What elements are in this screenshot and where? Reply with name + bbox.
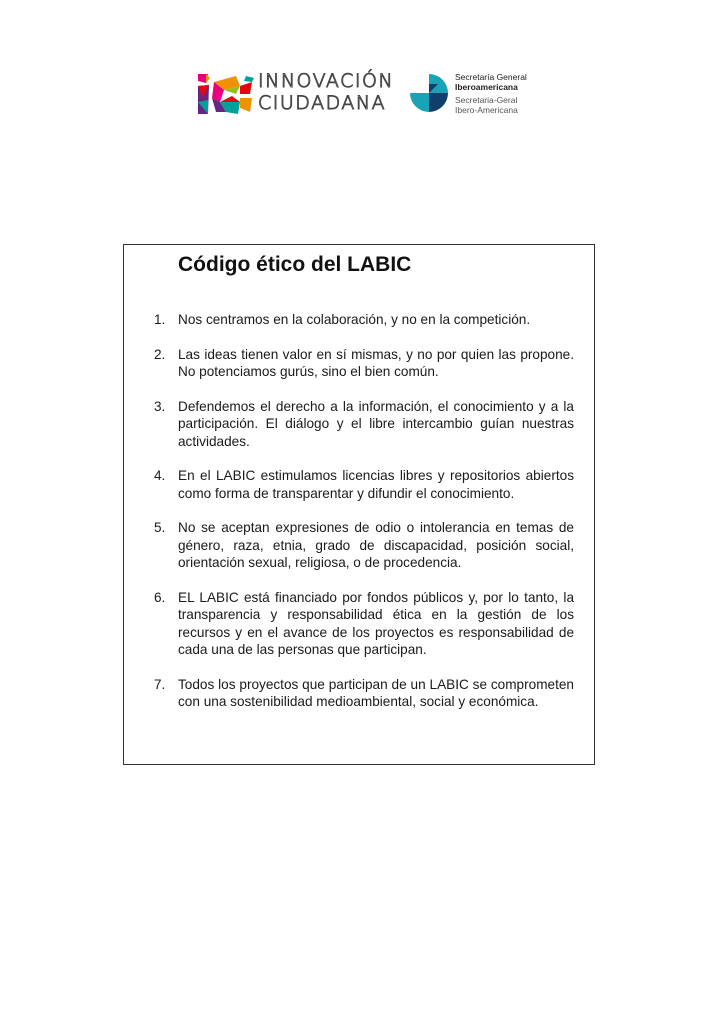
wordmark-line-1: INNOVACIÓN: [258, 70, 395, 92]
innovacion-ciudadana-wordmark: [258, 70, 400, 116]
list-item-number: 3.: [154, 398, 166, 414]
list-item-number: 7.: [154, 676, 166, 692]
list-item: [154, 346, 574, 381]
list-item-text: No se aceptan expresiones de odio o intolerancia en temas de género, raza, etnia, grado de discapacidad, posición social, orientación sexual, religiosa, o de procedencia.: [178, 520, 574, 570]
list-item-text: Las ideas tienen valor en sí mismas, y no por quien las propone. No potenciamos gurús, sino el bien común.: [178, 346, 574, 379]
list-item-text: En el LABIC estimulamos licencias libres y repositorios abiertos como forma de transparentar y difundir el conocimiento.: [178, 468, 574, 501]
list-item-text: Defendemos el derecho a la información, el conocimiento y a la participación. El diálogo y el libre intercambio guían nuestras actividades.: [178, 398, 574, 449]
list-item: [154, 589, 574, 659]
list-item-text: EL LABIC está financiado por fondos públicos y, por lo tanto, la transparencia y responsabilidad ética en la gestión de los recursos y en el avance de los proyectos es responsabilidad de cada una de las personas que participan.: [178, 589, 574, 657]
segib-es-line-2: Iberoamericana: [455, 82, 518, 92]
list-item-number: 6.: [154, 589, 166, 605]
list-item: [154, 676, 574, 711]
code-list: [154, 311, 574, 728]
list-item-number: 5.: [154, 520, 166, 535]
segib-es-line-1: Secretaría General: [455, 72, 527, 82]
list-item-number: 2.: [154, 346, 166, 362]
segib-pt-line-2: Ibero-Americana: [455, 105, 518, 115]
list-item: [154, 519, 574, 572]
segib-pt-line-1: Secretaria-Geral: [455, 95, 518, 105]
code-of-ethics-panel: [123, 244, 595, 765]
list-item-number: 4.: [154, 468, 166, 483]
list-item: [154, 311, 574, 329]
segib-logo-text: [455, 72, 565, 115]
list-item-text: Todos los proyectos que participan de un LABIC se comprometen con una sostenibilidad medioambiental, social y económica.: [178, 676, 574, 709]
list-item: [154, 467, 574, 502]
wordmark-line-2: CIUDADANA: [258, 92, 387, 114]
document-title: Código ético del LABIC: [178, 253, 412, 276]
innovacion-ciudadana-logo: [196, 72, 256, 116]
list-item-number: 1.: [154, 312, 166, 327]
list-item: [154, 398, 574, 451]
list-item-text: Nos centramos en la colaboración, y no en la competición.: [178, 312, 531, 327]
segib-logo-icon: [408, 72, 450, 114]
